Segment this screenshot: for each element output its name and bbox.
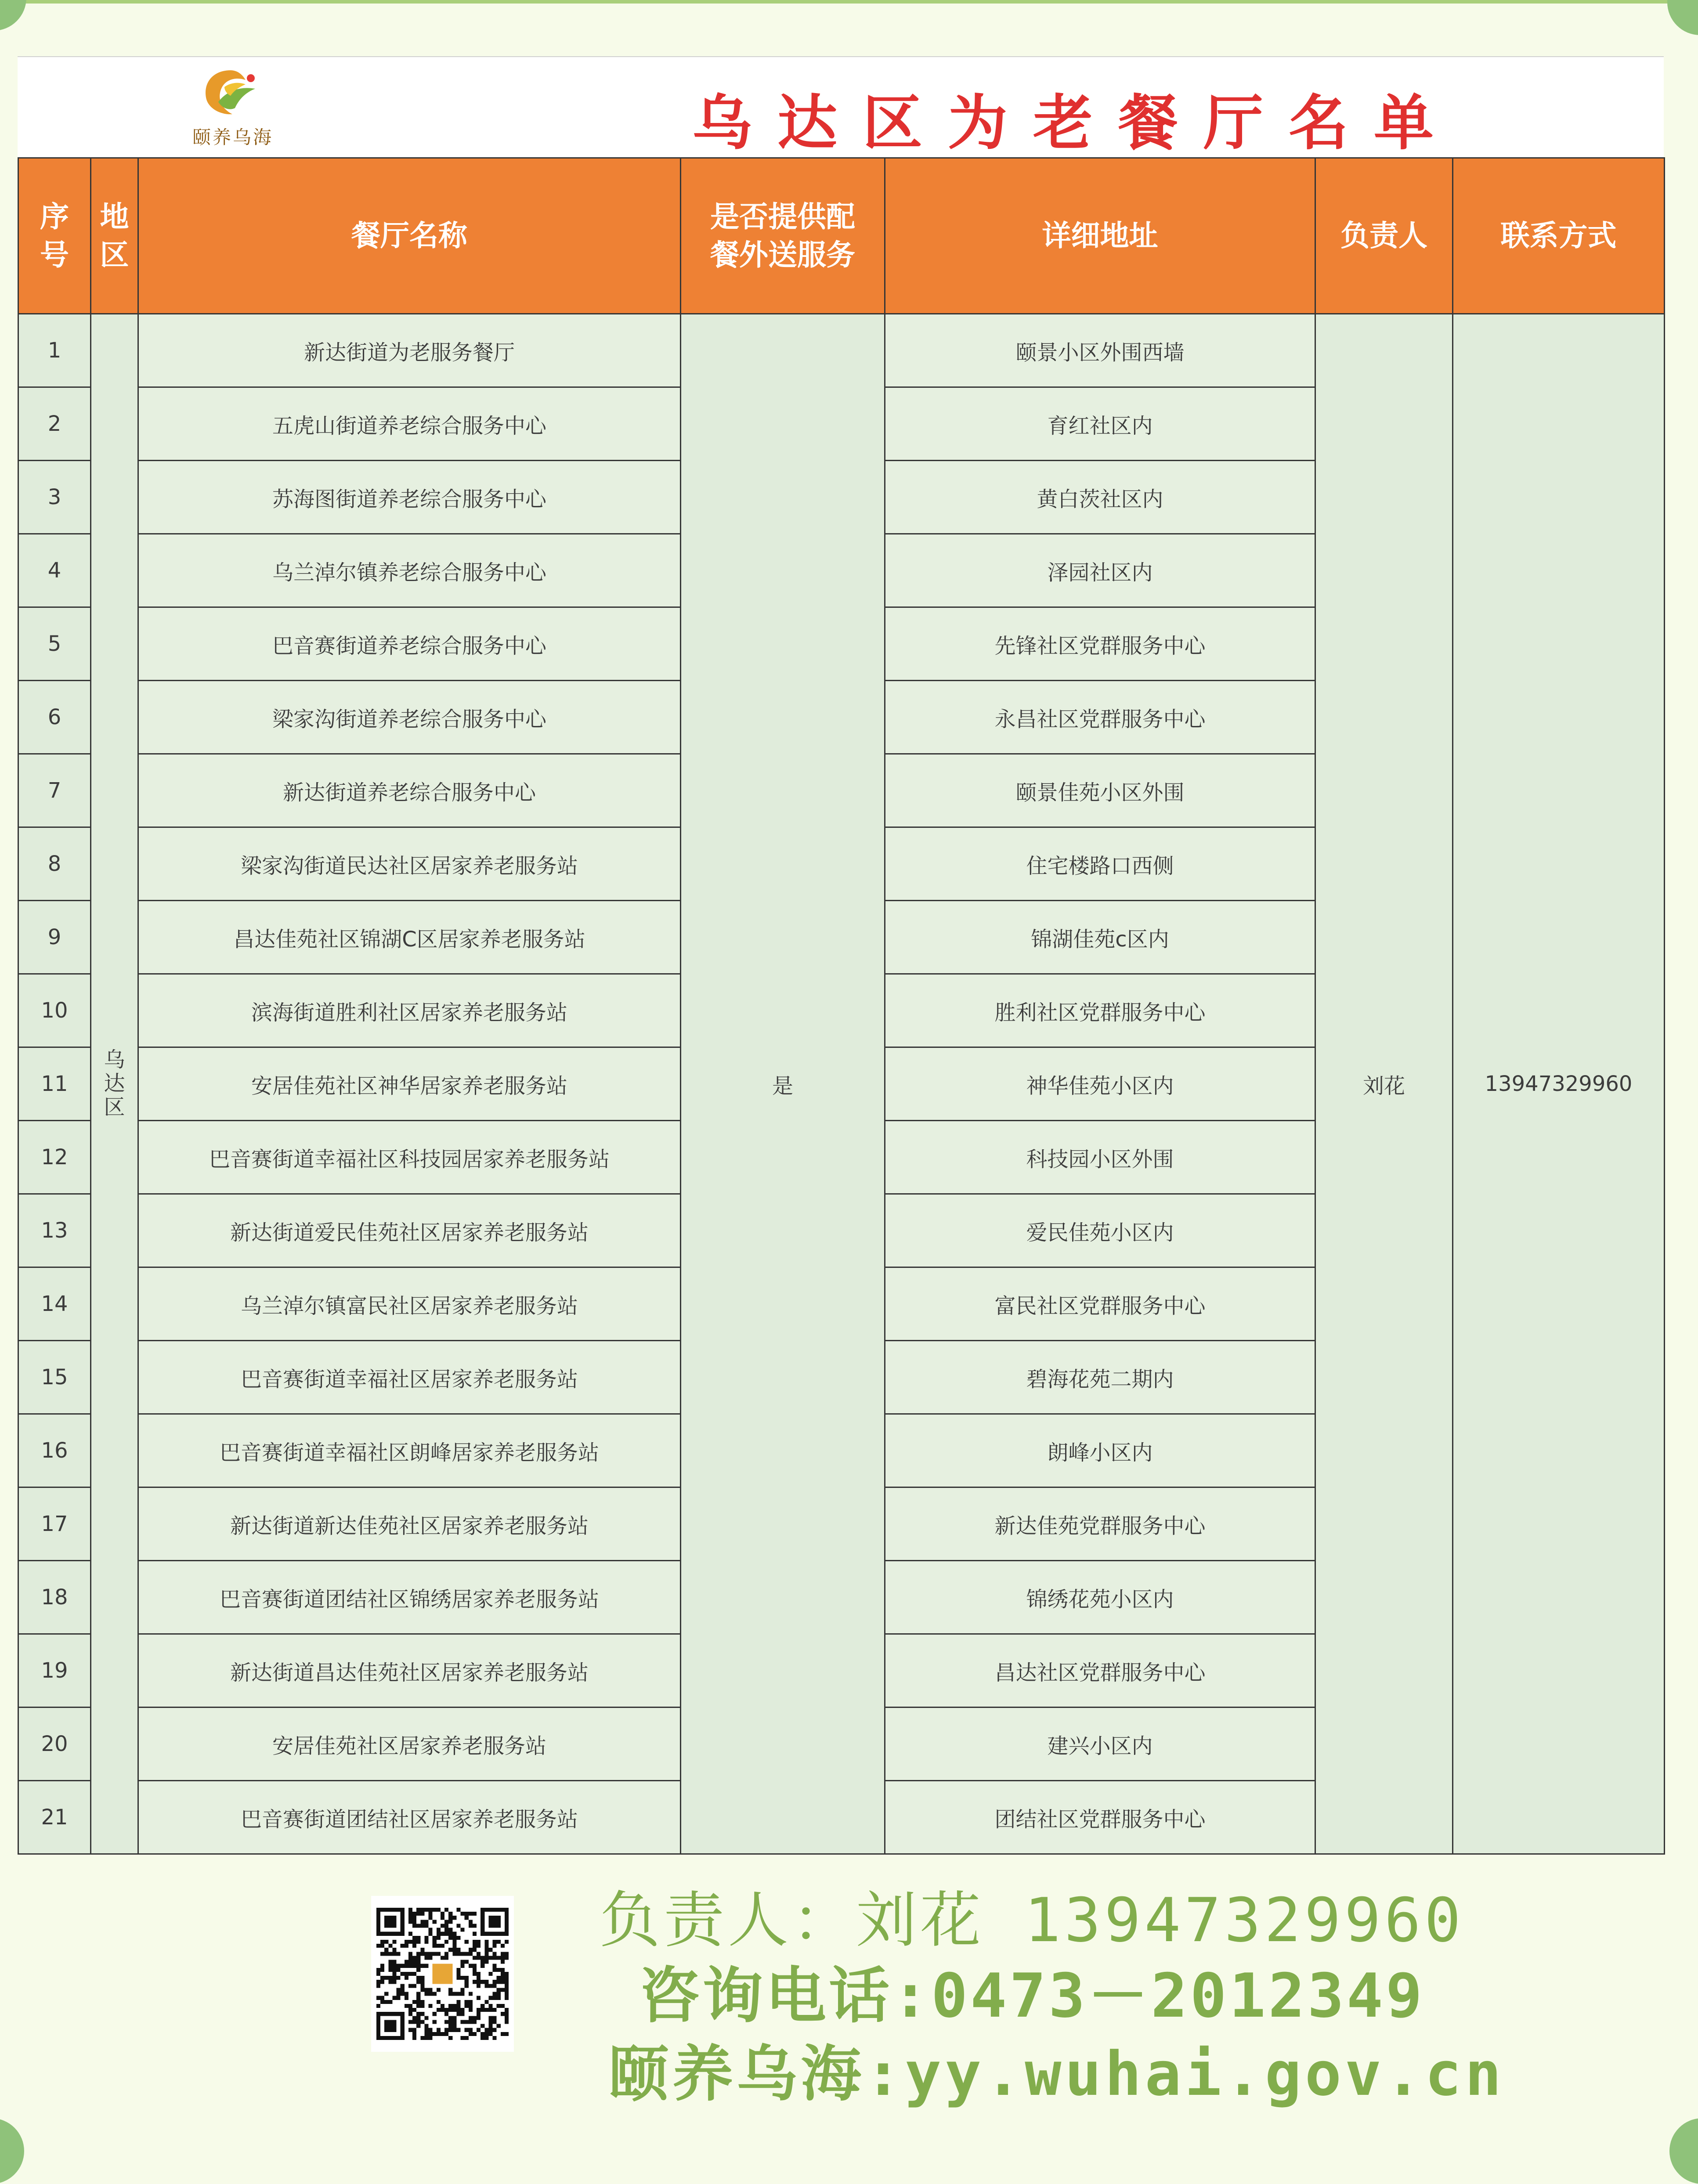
footer xyxy=(0,1854,1698,2142)
page-title: 乌达区为老餐厅名单 xyxy=(692,88,1459,158)
table-body xyxy=(18,314,1665,1854)
cell-address[interactable]: 锦绣花苑小区内 xyxy=(885,1561,1315,1634)
cell-name[interactable]: 苏海图街道养老综合服务中心 xyxy=(138,461,681,534)
cell-address[interactable]: 黄白茨社区内 xyxy=(885,461,1315,534)
cell-address[interactable]: 富民社区党群服务中心 xyxy=(885,1267,1315,1341)
cell-person[interactable]: 刘花 xyxy=(1315,314,1453,1854)
column-header-delivery[interactable]: 是否提供配 餐外送服务 xyxy=(681,158,885,314)
cell-address[interactable]: 先锋社区党群服务中心 xyxy=(885,607,1315,681)
cell-name[interactable]: 巴音赛街道养老综合服务中心 xyxy=(138,607,681,681)
cell-delivery[interactable]: 是 xyxy=(681,314,885,1854)
cell-address[interactable]: 颐景佳苑小区外围 xyxy=(885,754,1315,827)
cell-name[interactable]: 新达街道为老服务餐厅 xyxy=(138,314,681,387)
cell-name[interactable]: 昌达佳苑社区锦湖C区居家养老服务站 xyxy=(138,901,681,974)
cell-address[interactable]: 科技园小区外围 xyxy=(885,1121,1315,1194)
column-header-name[interactable]: 餐厅名称 xyxy=(138,158,681,314)
cell-address[interactable]: 神华佳苑小区内 xyxy=(885,1047,1315,1121)
cell-name[interactable]: 梁家沟街道养老综合服务中心 xyxy=(138,681,681,754)
footer-website-line[interactable]: 颐养乌海:yy.wuhai.gov.cn xyxy=(608,2039,1505,2109)
column-header-region[interactable]: 地 区 xyxy=(91,158,138,314)
column-header-person[interactable]: 负责人 xyxy=(1315,158,1453,314)
cell-no[interactable]: 15 xyxy=(18,1341,91,1414)
cell-name[interactable]: 新达街道新达佳苑社区居家养老服务站 xyxy=(138,1487,681,1561)
cell-no[interactable]: 3 xyxy=(18,461,91,534)
cell-region[interactable]: 乌 达 区 xyxy=(91,314,138,1854)
cell-no[interactable]: 8 xyxy=(18,827,91,901)
cell-address[interactable]: 昌达社区党群服务中心 xyxy=(885,1634,1315,1707)
cell-address[interactable]: 永昌社区党群服务中心 xyxy=(885,681,1315,754)
cell-no[interactable]: 11 xyxy=(18,1047,91,1121)
cell-no[interactable]: 21 xyxy=(18,1781,91,1854)
cell-name[interactable]: 五虎山街道养老综合服务中心 xyxy=(138,387,681,461)
cell-address[interactable]: 团结社区党群服务中心 xyxy=(885,1781,1315,1854)
cell-name[interactable]: 安居佳苑社区居家养老服务站 xyxy=(138,1707,681,1781)
corner-ornament xyxy=(0,0,26,31)
cell-no[interactable]: 16 xyxy=(18,1414,91,1487)
footer-contact-line: 负责人：刘花 13947329960 xyxy=(600,1885,1464,1956)
spreadsheet xyxy=(18,56,1664,1855)
cell-address[interactable]: 建兴小区内 xyxy=(885,1707,1315,1781)
cell-no[interactable]: 9 xyxy=(18,901,91,974)
cell-no[interactable]: 12 xyxy=(18,1121,91,1194)
cell-address[interactable]: 碧海花苑二期内 xyxy=(885,1341,1315,1414)
cell-name[interactable]: 巴音赛街道幸福社区居家养老服务站 xyxy=(138,1341,681,1414)
cell-no[interactable]: 13 xyxy=(18,1194,91,1267)
qr-code xyxy=(371,1896,514,2052)
column-header-no[interactable]: 序 号 xyxy=(18,158,91,314)
cell-address[interactable]: 泽园社区内 xyxy=(885,534,1315,607)
cell-no[interactable]: 6 xyxy=(18,681,91,754)
corner-ornament xyxy=(1667,0,1698,35)
cell-address[interactable]: 颐景小区外围西墙 xyxy=(885,314,1315,387)
cell-name[interactable]: 安居佳苑社区神华居家养老服务站 xyxy=(138,1047,681,1121)
cell-address[interactable]: 育红社区内 xyxy=(885,387,1315,461)
cell-no[interactable]: 10 xyxy=(18,974,91,1047)
cell-address[interactable]: 锦湖佳苑c区内 xyxy=(885,901,1315,974)
footer-phone-line: 咨询电话:0473－2012349 xyxy=(639,1960,1425,2031)
cell-address[interactable]: 住宅楼路口西侧 xyxy=(885,827,1315,901)
cell-no[interactable]: 20 xyxy=(18,1707,91,1781)
cell-name[interactable]: 新达街道养老综合服务中心 xyxy=(138,754,681,827)
cell-phone[interactable]: 13947329960 xyxy=(1453,314,1665,1854)
cell-name[interactable]: 乌兰淖尔镇养老综合服务中心 xyxy=(138,534,681,607)
cell-name[interactable]: 滨海街道胜利社区居家养老服务站 xyxy=(138,974,681,1047)
cell-address[interactable]: 新达佳苑党群服务中心 xyxy=(885,1487,1315,1561)
cell-no[interactable]: 4 xyxy=(18,534,91,607)
cell-no[interactable]: 14 xyxy=(18,1267,91,1341)
cell-no[interactable]: 2 xyxy=(18,387,91,461)
cell-name[interactable]: 新达街道昌达佳苑社区居家养老服务站 xyxy=(138,1634,681,1707)
table-row xyxy=(18,314,1665,387)
header-row xyxy=(18,158,1665,314)
cell-name[interactable]: 乌兰淖尔镇富民社区居家养老服务站 xyxy=(138,1267,681,1341)
cell-name[interactable]: 巴音赛街道团结社区居家养老服务站 xyxy=(138,1781,681,1854)
cell-no[interactable]: 19 xyxy=(18,1634,91,1707)
column-header-address[interactable]: 详细地址 xyxy=(885,158,1315,314)
cell-name[interactable]: 新达街道爱民佳苑社区居家养老服务站 xyxy=(138,1194,681,1267)
cell-no[interactable]: 17 xyxy=(18,1487,91,1561)
logo-text: 颐养乌海 xyxy=(192,126,273,148)
cell-no[interactable]: 5 xyxy=(18,607,91,681)
title-bar xyxy=(18,56,1664,157)
top-border xyxy=(0,0,1698,4)
cell-no[interactable]: 1 xyxy=(18,314,91,387)
column-header-contact[interactable]: 联系方式 xyxy=(1453,158,1665,314)
cell-address[interactable]: 爱民佳苑小区内 xyxy=(885,1194,1315,1267)
cell-name[interactable]: 巴音赛街道团结社区锦绣居家养老服务站 xyxy=(138,1561,681,1634)
cell-name[interactable]: 巴音赛街道幸福社区科技园居家养老服务站 xyxy=(138,1121,681,1194)
cell-address[interactable]: 胜利社区党群服务中心 xyxy=(885,974,1315,1047)
qr-code-icon xyxy=(376,1901,509,2047)
restaurant-table xyxy=(18,157,1665,1855)
cell-no[interactable]: 7 xyxy=(18,754,91,827)
cell-no[interactable]: 18 xyxy=(18,1561,91,1634)
cell-name[interactable]: 巴音赛街道幸福社区朗峰居家养老服务站 xyxy=(138,1414,681,1487)
cell-address[interactable]: 朗峰小区内 xyxy=(885,1414,1315,1487)
cell-name[interactable]: 梁家沟街道民达社区居家养老服务站 xyxy=(138,827,681,901)
